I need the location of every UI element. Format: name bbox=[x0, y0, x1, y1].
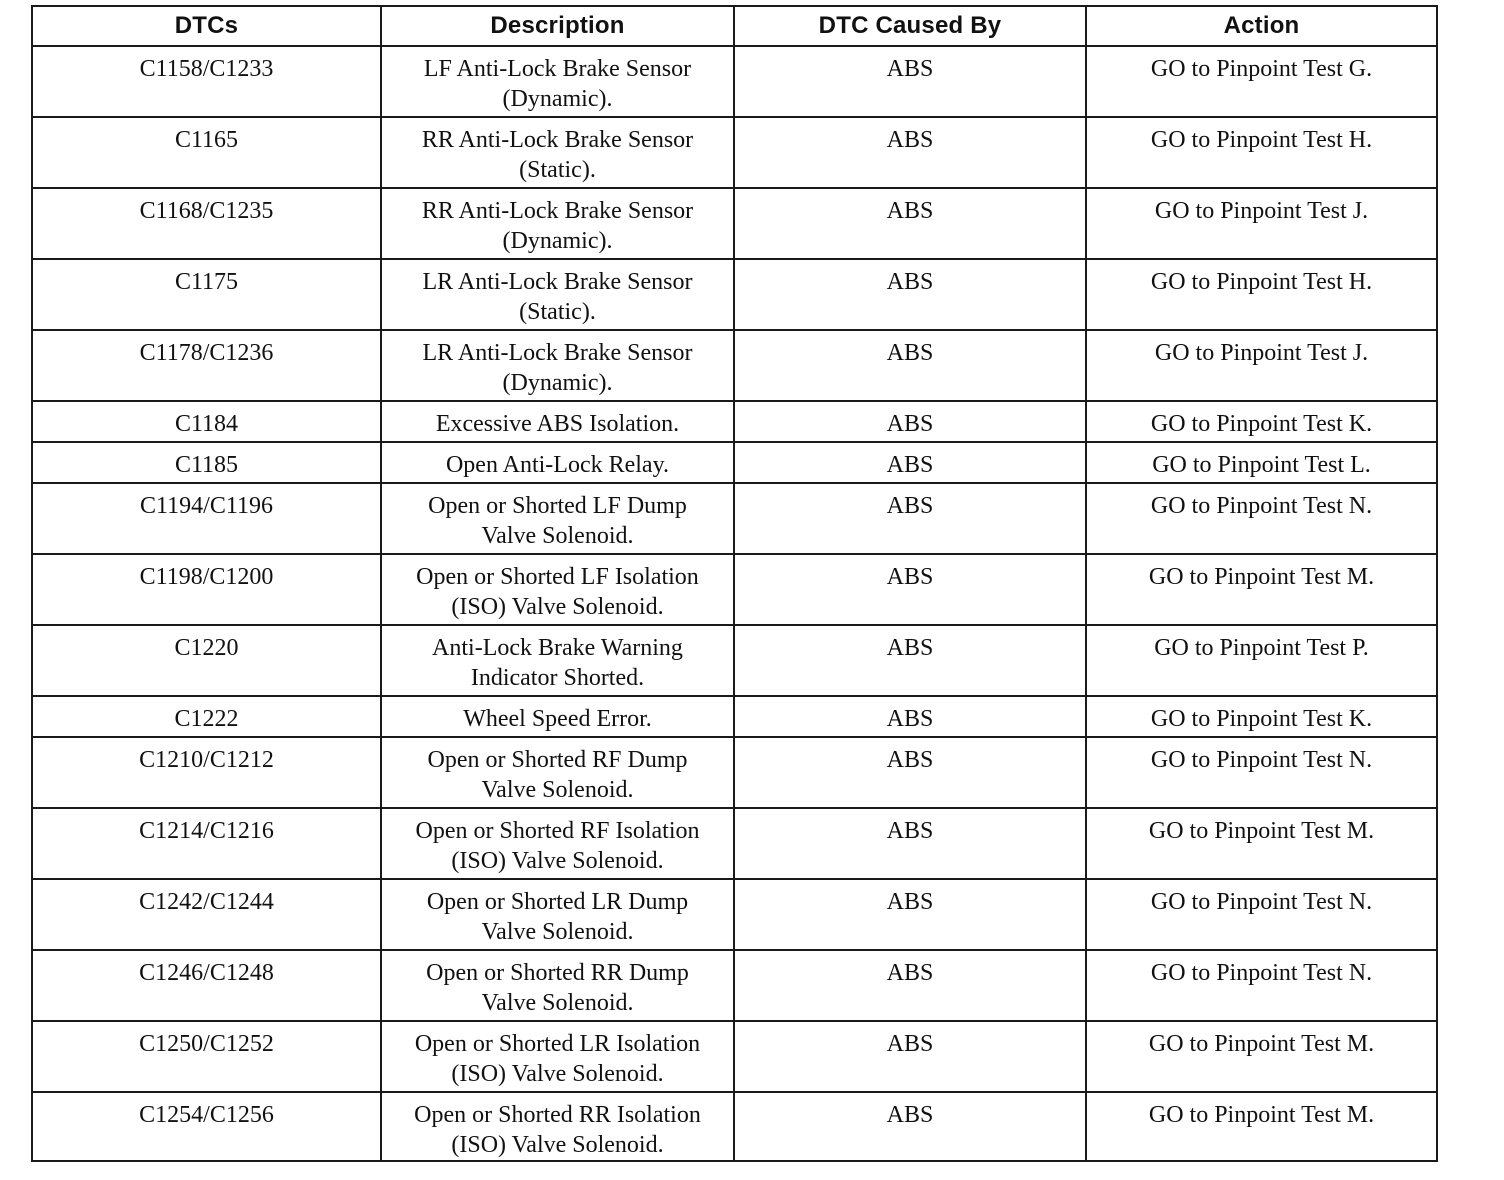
description-line-1: LF Anti-Lock Brake Sensor bbox=[423, 56, 692, 82]
dtc-caused-by: ABS bbox=[734, 1021, 1086, 1092]
dtc-description bbox=[381, 259, 734, 330]
dtc-action: GO to Pinpoint Test H. bbox=[1086, 259, 1437, 330]
dtc-action: GO to Pinpoint Test N. bbox=[1086, 483, 1437, 554]
header-description: Description bbox=[381, 6, 734, 46]
dtc-action: GO to Pinpoint Test N. bbox=[1086, 737, 1437, 808]
dtc-action: GO to Pinpoint Test H. bbox=[1086, 117, 1437, 188]
description-line-2: Valve Solenoid. bbox=[481, 990, 634, 1016]
dtc-description bbox=[381, 1092, 734, 1161]
table-row bbox=[32, 483, 1437, 554]
description-line-1: Open or Shorted LR Dump bbox=[426, 889, 689, 915]
description-line-1: Open or Shorted LR Isolation bbox=[414, 1031, 701, 1057]
dtc-action: GO to Pinpoint Test N. bbox=[1086, 950, 1437, 1021]
description-line-2: Valve Solenoid. bbox=[481, 777, 634, 803]
table-row bbox=[32, 879, 1437, 950]
description-line-1: Open or Shorted RF Isolation bbox=[415, 818, 700, 844]
table-row bbox=[32, 46, 1437, 117]
table-row bbox=[32, 1021, 1437, 1092]
description-line-2: (Dynamic). bbox=[502, 370, 613, 396]
dtc-code: C1175 bbox=[32, 259, 381, 330]
description-line-1: Wheel Speed Error. bbox=[463, 706, 652, 732]
dtc-caused-by: ABS bbox=[734, 950, 1086, 1021]
table-row bbox=[32, 401, 1437, 442]
description-line-2: (Dynamic). bbox=[502, 86, 613, 112]
dtc-code: C1250/C1252 bbox=[32, 1021, 381, 1092]
dtc-code: C1198/C1200 bbox=[32, 554, 381, 625]
dtc-code: C1210/C1212 bbox=[32, 737, 381, 808]
table-row bbox=[32, 950, 1437, 1021]
description-line-1: LR Anti-Lock Brake Sensor bbox=[422, 269, 693, 295]
description-line-2: (ISO) Valve Solenoid. bbox=[451, 1061, 664, 1087]
dtc-action: GO to Pinpoint Test M. bbox=[1086, 1021, 1437, 1092]
dtc-caused-by: ABS bbox=[734, 625, 1086, 696]
table-row bbox=[32, 188, 1437, 259]
dtc-caused-by: ABS bbox=[734, 696, 1086, 737]
dtc-caused-by: ABS bbox=[734, 401, 1086, 442]
dtc-description bbox=[381, 950, 734, 1021]
dtc-code: C1165 bbox=[32, 117, 381, 188]
dtc-description bbox=[381, 879, 734, 950]
dtc-description bbox=[381, 554, 734, 625]
dtc-description bbox=[381, 1021, 734, 1092]
dtc-action: GO to Pinpoint Test L. bbox=[1086, 442, 1437, 483]
table-row bbox=[32, 117, 1437, 188]
dtc-caused-by: ABS bbox=[734, 1092, 1086, 1161]
dtc-code: C1246/C1248 bbox=[32, 950, 381, 1021]
dtc-code: C1184 bbox=[32, 401, 381, 442]
description-line-1: Open or Shorted RR Isolation bbox=[414, 1102, 701, 1128]
dtc-code: C1222 bbox=[32, 696, 381, 737]
dtc-code: C1178/C1236 bbox=[32, 330, 381, 401]
dtc-action: GO to Pinpoint Test M. bbox=[1086, 554, 1437, 625]
dtc-code: C1158/C1233 bbox=[32, 46, 381, 117]
dtc-action: GO to Pinpoint Test M. bbox=[1086, 808, 1437, 879]
dtc-description bbox=[381, 808, 734, 879]
dtc-action: GO to Pinpoint Test K. bbox=[1086, 401, 1437, 442]
description-line-1: LR Anti-Lock Brake Sensor bbox=[422, 340, 693, 366]
header-dtcs: DTCs bbox=[32, 6, 381, 46]
header-action: Action bbox=[1086, 6, 1437, 46]
table-row bbox=[32, 442, 1437, 483]
description-line-2: (Static). bbox=[519, 299, 596, 325]
description-line-2: (Dynamic). bbox=[502, 228, 613, 254]
table-header bbox=[32, 6, 1437, 46]
table-row bbox=[32, 1092, 1437, 1161]
dtc-caused-by: ABS bbox=[734, 46, 1086, 117]
description-line-2: Valve Solenoid. bbox=[481, 919, 634, 945]
description-line-2: (ISO) Valve Solenoid. bbox=[451, 1132, 664, 1158]
dtc-caused-by: ABS bbox=[734, 330, 1086, 401]
dtc-caused-by: ABS bbox=[734, 554, 1086, 625]
dtc-caused-by: ABS bbox=[734, 483, 1086, 554]
table-row bbox=[32, 259, 1437, 330]
dtc-action: GO to Pinpoint Test J. bbox=[1086, 330, 1437, 401]
description-line-2: (Static). bbox=[519, 157, 596, 183]
dtc-description bbox=[381, 188, 734, 259]
table-row bbox=[32, 554, 1437, 625]
dtc-description bbox=[381, 117, 734, 188]
dtc-code: C1220 bbox=[32, 625, 381, 696]
description-line-2: Indicator Shorted. bbox=[470, 665, 645, 691]
dtc-description bbox=[381, 330, 734, 401]
dtc-description bbox=[381, 442, 734, 483]
dtc-caused-by: ABS bbox=[734, 808, 1086, 879]
header-row bbox=[32, 6, 1437, 46]
description-line-1: Anti-Lock Brake Warning bbox=[432, 635, 683, 661]
dtc-caused-by: ABS bbox=[734, 259, 1086, 330]
description-line-2: Valve Solenoid. bbox=[481, 523, 634, 549]
dtc-code: C1242/C1244 bbox=[32, 879, 381, 950]
table-row bbox=[32, 696, 1437, 737]
description-line-1: Open or Shorted LF Dump bbox=[428, 493, 687, 519]
table-row bbox=[32, 330, 1437, 401]
dtc-code: C1194/C1196 bbox=[32, 483, 381, 554]
dtc-code: C1214/C1216 bbox=[32, 808, 381, 879]
dtc-action: GO to Pinpoint Test K. bbox=[1086, 696, 1437, 737]
description-line-1: RR Anti-Lock Brake Sensor bbox=[421, 127, 694, 153]
table-row bbox=[32, 737, 1437, 808]
table-body bbox=[32, 46, 1437, 1161]
dtc-action: GO to Pinpoint Test M. bbox=[1086, 1092, 1437, 1161]
description-line-1: RR Anti-Lock Brake Sensor bbox=[421, 198, 694, 224]
dtc-code: C1185 bbox=[32, 442, 381, 483]
dtc-code: C1168/C1235 bbox=[32, 188, 381, 259]
description-line-1: Excessive ABS Isolation. bbox=[435, 411, 680, 437]
dtc-description bbox=[381, 737, 734, 808]
table-row bbox=[32, 808, 1437, 879]
header-caused-by: DTC Caused By bbox=[734, 6, 1086, 46]
dtc-action: GO to Pinpoint Test G. bbox=[1086, 46, 1437, 117]
dtc-action: GO to Pinpoint Test J. bbox=[1086, 188, 1437, 259]
description-line-1: Open or Shorted RR Dump bbox=[426, 960, 689, 986]
description-line-2: (ISO) Valve Solenoid. bbox=[451, 594, 664, 620]
dtc-action: GO to Pinpoint Test N. bbox=[1086, 879, 1437, 950]
description-line-1: Open or Shorted RF Dump bbox=[427, 747, 688, 773]
dtc-caused-by: ABS bbox=[734, 879, 1086, 950]
dtc-caused-by: ABS bbox=[734, 117, 1086, 188]
dtc-description bbox=[381, 46, 734, 117]
description-line-1: Open Anti-Lock Relay. bbox=[445, 452, 670, 478]
dtc-description bbox=[381, 625, 734, 696]
dtc-description bbox=[381, 401, 734, 442]
dtc-table bbox=[31, 5, 1438, 1162]
dtc-description bbox=[381, 483, 734, 554]
dtc-description bbox=[381, 696, 734, 737]
dtc-caused-by: ABS bbox=[734, 188, 1086, 259]
dtc-caused-by: ABS bbox=[734, 442, 1086, 483]
dtc-action: GO to Pinpoint Test P. bbox=[1086, 625, 1437, 696]
table-row bbox=[32, 625, 1437, 696]
dtc-caused-by: ABS bbox=[734, 737, 1086, 808]
dtc-code: C1254/C1256 bbox=[32, 1092, 381, 1161]
description-line-2: (ISO) Valve Solenoid. bbox=[451, 848, 664, 874]
description-line-1: Open or Shorted LF Isolation bbox=[416, 564, 699, 590]
